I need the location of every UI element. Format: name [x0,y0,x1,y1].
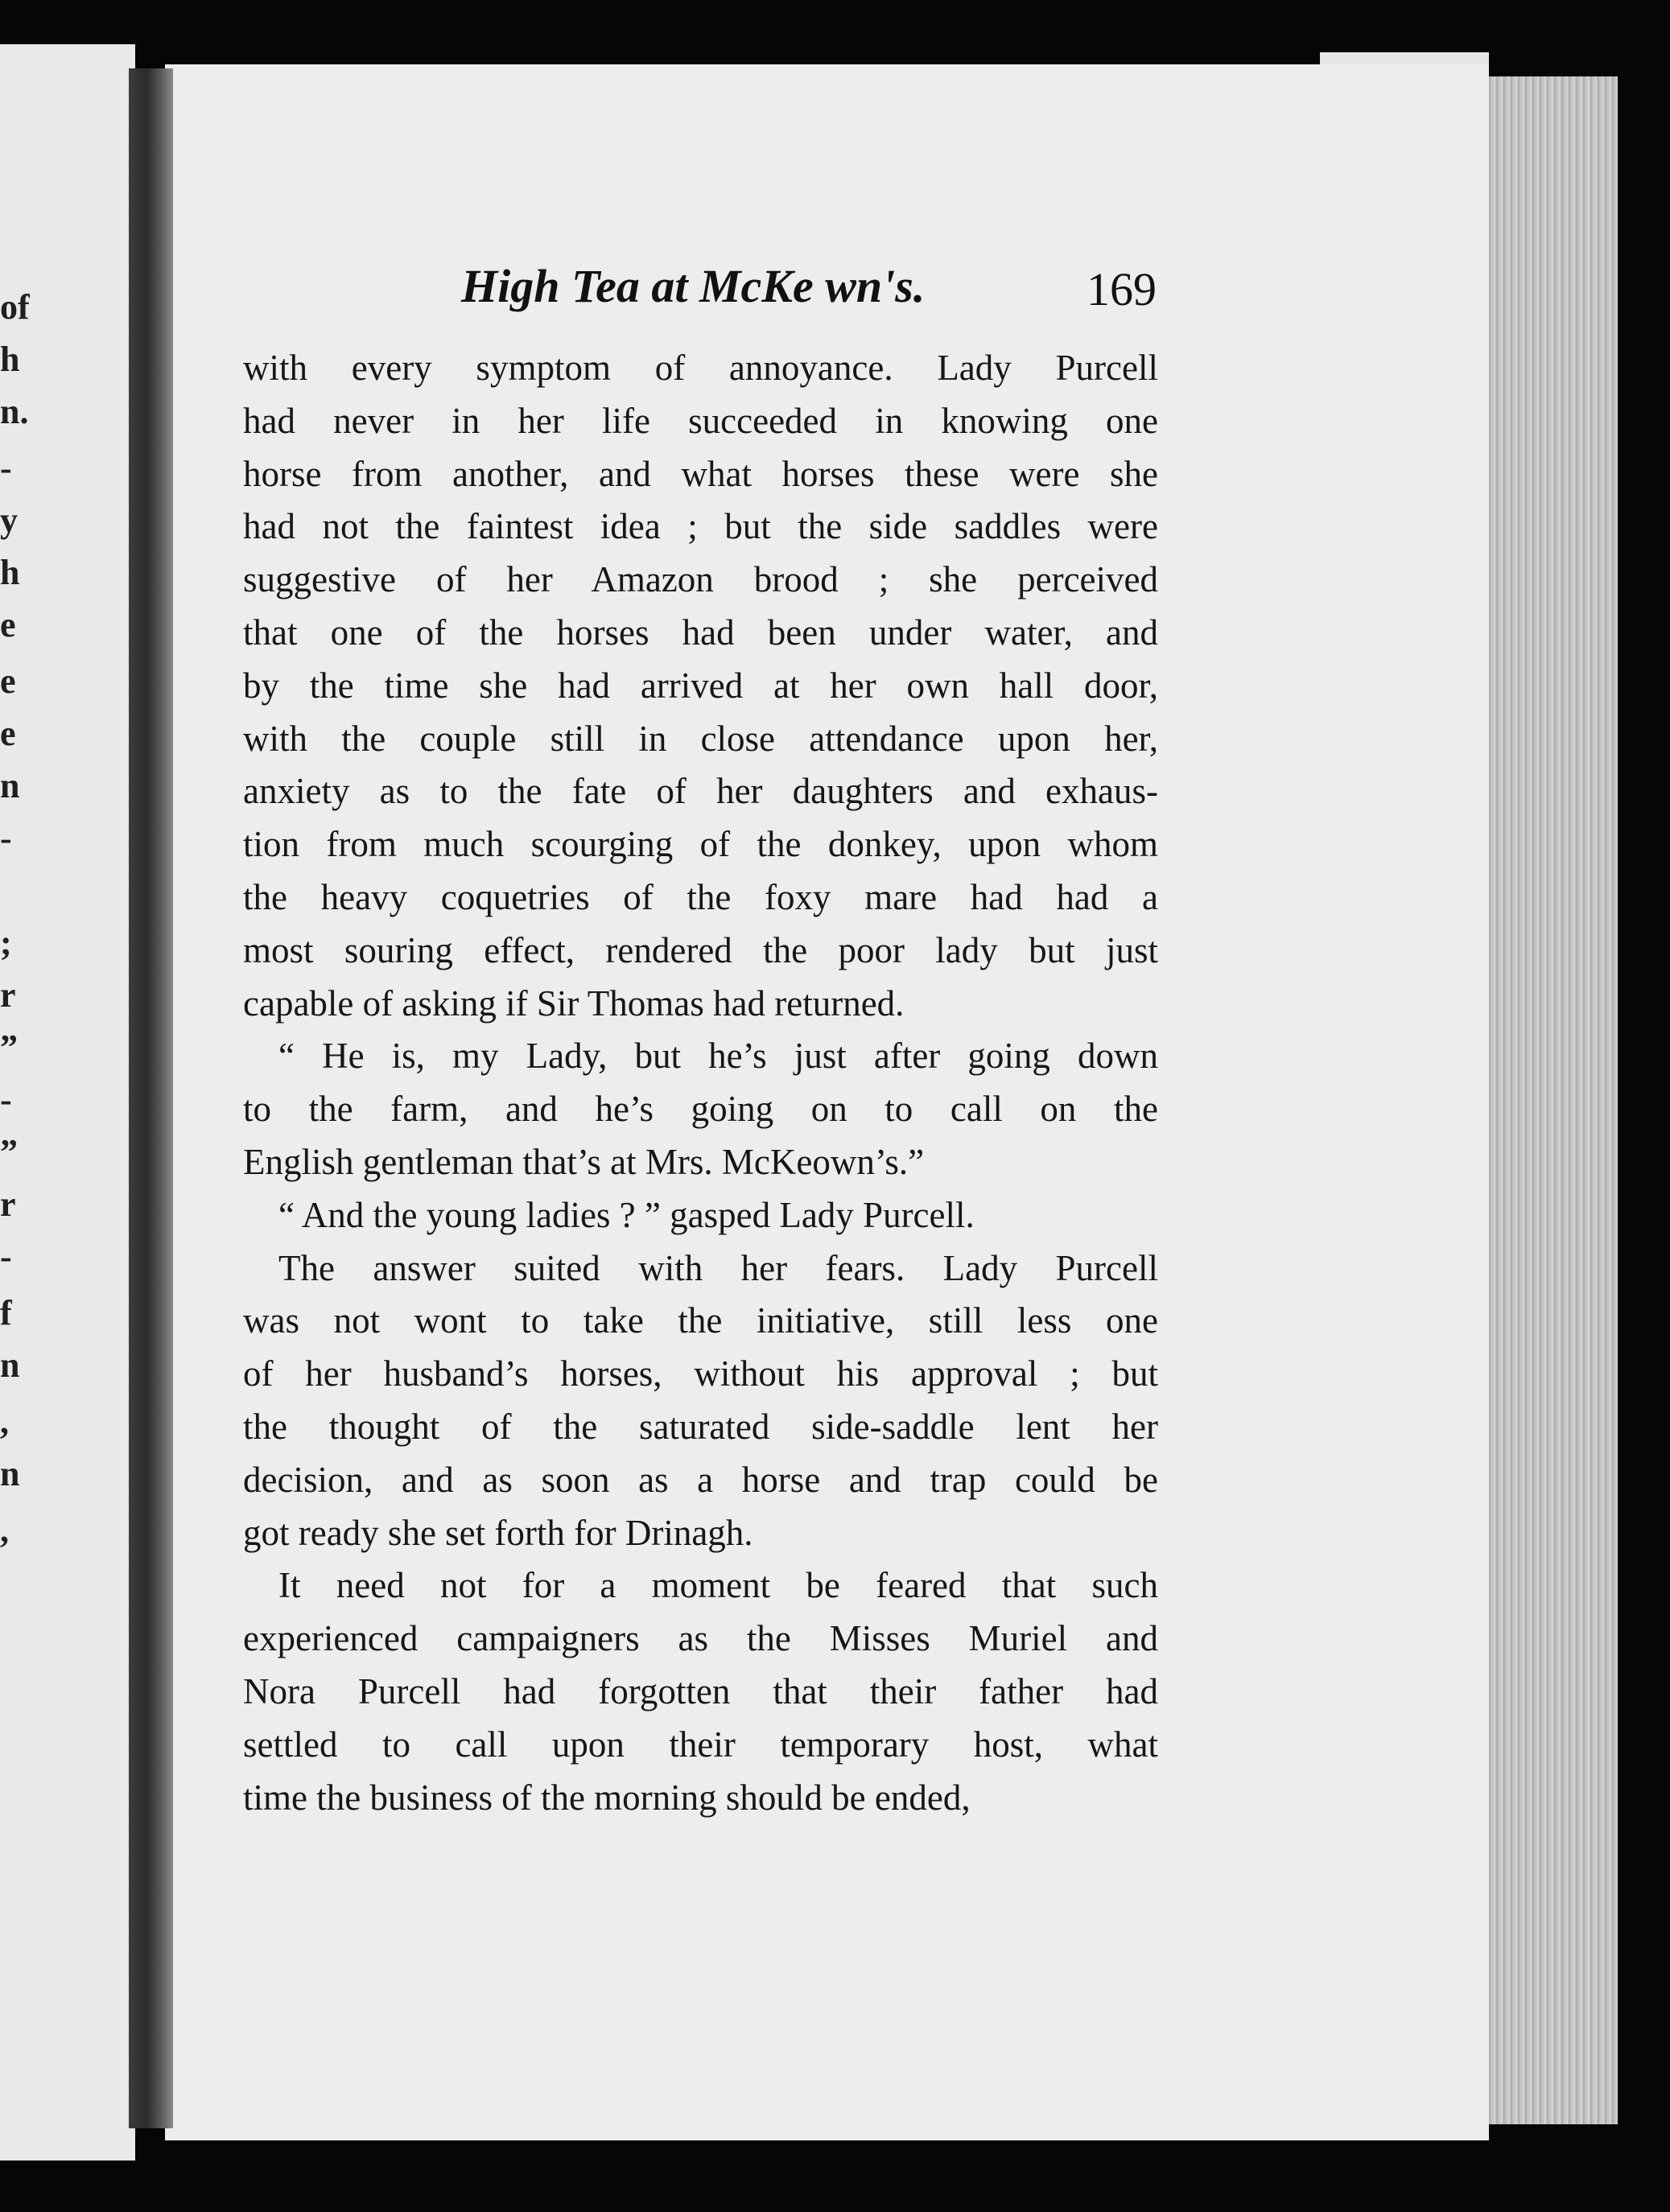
left-page-fragment: - [0,818,12,858]
left-page-fragment: of [0,287,30,327]
text-line: decision, and as soon as a horse and trap could be [243,1459,1158,1500]
text-line: suggestive of her Amazon brood ; she perceived [243,559,1158,600]
page-edges [1485,76,1618,2124]
left-page-fragment: n [0,1454,20,1493]
left-page-cropped-text [0,44,135,2161]
text-line: It need not for a moment be feared that such [278,1565,1158,1606]
text-line: anxiety as to the fate of her daughters and exhaus- [243,771,1158,812]
text-line: of her husband’s horses, without his approval ; but [243,1353,1158,1394]
text-line: by the time she had arrived at her own hall door, [243,665,1158,706]
book-gutter [129,68,173,2128]
text-line: to the farm, and he’s going on to call on the [243,1089,1158,1130]
left-page-fragment: r [0,975,16,1015]
left-page-fragment: - [0,1080,12,1119]
left-page-fragment: n [0,766,20,805]
body-text [243,342,1158,1824]
left-page-fragment: e [0,661,16,701]
text-line: English gentleman that’s at Mrs. McKeown’s.” [243,1141,925,1182]
text-line: experienced campaigners as the Misses Muriel and [243,1618,1158,1659]
text-line: with the couple still in close attendance upon her, [243,718,1158,759]
paragraph [243,1189,1158,1242]
left-page-fragment: n. [0,392,29,431]
text-line: The answer suited with her fears. Lady Purcell [278,1247,1158,1288]
left-page-fragment: , [0,1510,9,1550]
text-line: was not wont to take the initiative, still less one [243,1300,1158,1341]
page-number: 169 [1087,263,1157,315]
text-line: most souring effect, rendered the poor lady but just [243,929,1158,970]
text-line: time the business of the morning should be ended, [243,1777,971,1818]
text-line: had not the faintest idea ; but the side saddles were [243,506,1158,547]
paragraph [243,1030,1158,1188]
paragraph [243,342,1158,1030]
left-page-fragment: f [0,1293,12,1333]
text-line: that one of the horses had been under water, and [243,612,1158,653]
text-line: got ready she set forth for Drinagh. [243,1512,753,1553]
text-line: Nora Purcell had forgotten that their father had [243,1670,1158,1712]
paragraph [243,1559,1158,1824]
text-line: the thought of the saturated side-saddle lent her [243,1406,1158,1447]
text-line: had never in her life succeeded in knowing one [243,400,1158,441]
text-line: “ He is, my Lady, but he’s just after going down [278,1036,1158,1077]
left-page-fragment: h [0,340,20,379]
left-page-fragment: ; [0,923,12,962]
left-page-fragment: ” [0,1028,18,1067]
text-line: capable of asking if Sir Thomas had returned. [243,982,905,1024]
left-page-fragment: - [0,448,12,488]
paragraph [243,1242,1158,1560]
text-line: tion from much scourging of the donkey, upon whom [243,824,1158,865]
left-page-fragment: n [0,1345,20,1385]
text-line: the heavy coquetries of the foxy mare had had a [243,876,1158,917]
left-page-fragment: h [0,553,20,592]
text-line: “ And the young ladies ? ” gasped Lady Purcell. [278,1194,975,1235]
text-line: horse from another, and what horses these were she [243,453,1158,494]
left-page-fragment: r [0,1184,16,1224]
running-head-title: High Tea at McKe wn's. [461,260,926,312]
text-line: with every symptom of annoyance. Lady Purcell [243,348,1158,388]
left-page-fragment: , [0,1402,9,1441]
left-page-fragment: ” [0,1132,18,1172]
left-facing-page [0,44,135,2161]
left-page-fragment: e [0,714,16,753]
left-page-fragment: y [0,500,18,540]
text-line: settled to call upon their temporary host, what [243,1724,1158,1765]
left-page-fragment: - [0,1237,12,1276]
left-page-fragment: e [0,605,16,645]
